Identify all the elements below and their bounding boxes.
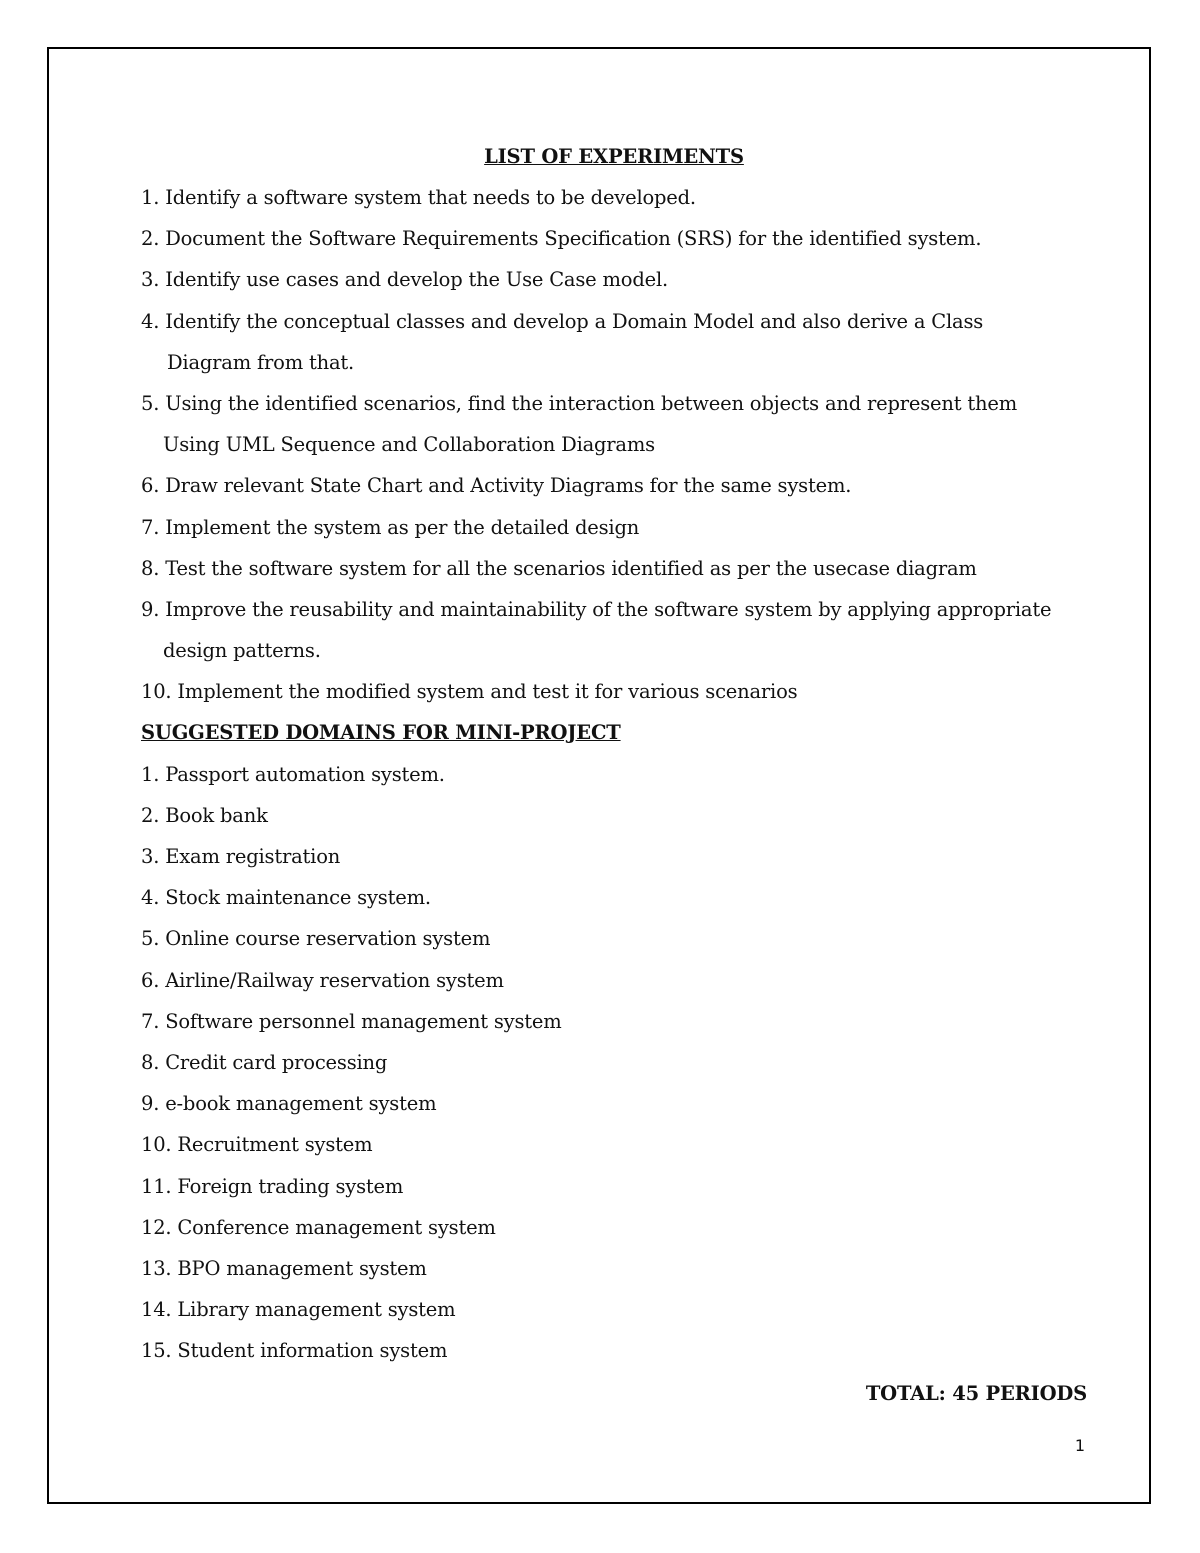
experiment-item-continuation: Using UML Sequence and Collaboration Diagrams (163, 433, 655, 457)
experiment-item: 1. Identify a software system that needs to be developed. (141, 186, 696, 209)
domains-list (141, 760, 1087, 1378)
domain-item: 6. Airline/Railway reservation system (141, 968, 504, 992)
experiment-item-continuation: Diagram from that. (167, 350, 355, 374)
page-number: 1 (1074, 1436, 1085, 1455)
domain-item: 12. Conference management system (141, 1215, 496, 1239)
experiment-item: 10. Implement the modified system and test it for various scenarios (141, 680, 798, 704)
total-periods: TOTAL: 45 PERIODS (865, 1382, 1087, 1406)
domain-item: 5. Online course reservation system (141, 927, 491, 951)
domain-item: 7. Software personnel management system (141, 1009, 562, 1033)
document-body (141, 142, 1087, 1423)
domain-item: 8. Credit card processing (141, 1050, 388, 1074)
experiments-list (141, 183, 1087, 718)
domain-item: 1. Passport automation system. (141, 762, 445, 786)
domain-item: 3. Exam registration (141, 845, 341, 868)
experiment-item: 8. Test the software system for all the scenarios identified as per the usecase diagram (141, 556, 977, 580)
domain-item: 11. Foreign trading system (141, 1174, 404, 1198)
domain-item: 4. Stock maintenance system. (141, 886, 431, 910)
domains-heading: SUGGESTED DOMAINS FOR MINI-PROJECT (141, 721, 621, 745)
domain-item: 15. Student information system (141, 1339, 448, 1363)
domain-item: 14. Library management system (141, 1298, 456, 1322)
domain-item: 2. Book bank (141, 803, 268, 827)
experiment-item: 9. Improve the reusability and maintainability of the software system by applying appropriate (141, 597, 1052, 621)
experiment-item: 5. Using the identified scenarios, find the interaction between objects and represent them (141, 391, 1018, 415)
experiment-item: 4. Identify the conceptual classes and develop a Domain Model and also derive a Class (141, 309, 984, 333)
domain-item: 13. BPO management system (141, 1256, 427, 1280)
experiment-item-continuation: design patterns. (163, 639, 321, 663)
domain-item: 10. Recruitment system (141, 1133, 373, 1157)
domain-item: 9. e-book management system (141, 1092, 437, 1116)
experiment-item: 7. Implement the system as per the detailed design (141, 515, 640, 539)
experiment-item: 6. Draw relevant State Chart and Activity Diagrams for the same system. (141, 474, 852, 498)
experiments-heading: LIST OF EXPERIMENTS (484, 145, 744, 168)
experiment-item: 3. Identify use cases and develop the Use Case model. (141, 268, 668, 292)
experiment-item: 2. Document the Software Requirements Specification (SRS) for the identified system. (141, 227, 982, 251)
